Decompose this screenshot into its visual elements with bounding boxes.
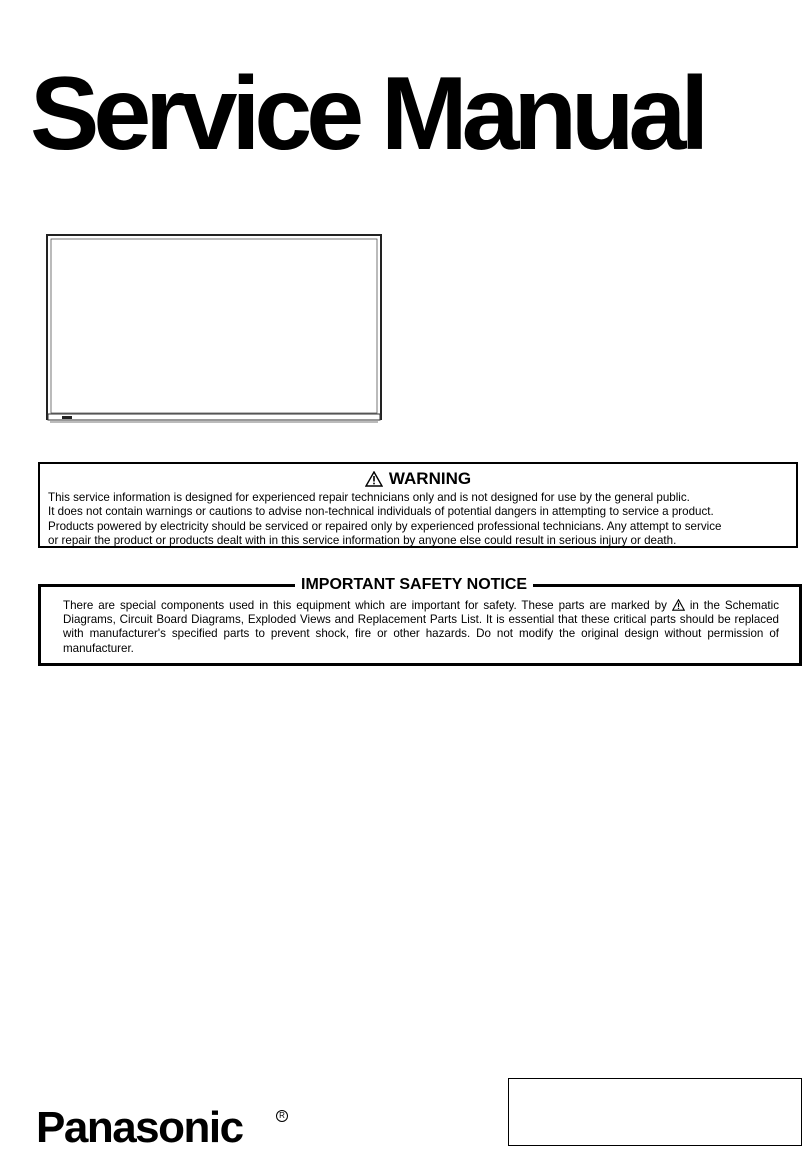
warning-title: WARNING: [388, 469, 472, 488]
warning-text: [48, 491, 792, 548]
panasonic-logo: Panasonic: [36, 1103, 243, 1152]
registered-trademark-icon: R: [276, 1110, 288, 1122]
caution-triangle-icon: [672, 599, 685, 611]
warning-line: Products powered by electricity should be serviced or repaired only by experienced professional technicians. Any attempt to service: [48, 519, 722, 533]
safety-notice-text-part1: There are special components used in this equipment which are important for safety. These parts are marked by: [63, 599, 672, 612]
page-title: Service Manual: [30, 56, 704, 172]
safety-notice-text: [63, 599, 779, 656]
safety-notice-text-part2: in the Schematic Diagrams, Circuit Board Diagrams, Exploded Views and Replacement Parts List. It is essential that these critical parts should be replaced with manufacturer's specified parts to prevent shock, fire or other hazards. Do not modify the original design without permission of manufacturer.: [63, 599, 779, 655]
warning-line: It does not contain warnings or cautions to advise non-technical individuals of potential dangers in attempting to service a product.: [48, 505, 714, 519]
safety-notice-box: [38, 576, 802, 666]
warning-box: [38, 462, 798, 548]
warning-line: This service information is designed for experienced repair technicians only and is not designed for use by the general public.: [48, 491, 690, 504]
tv-illustration: [46, 234, 382, 426]
warning-heading: [40, 469, 796, 489]
warning-triangle-icon: [365, 471, 383, 487]
warning-line: or repair the product or products dealt with in this service information by anyone else could result in serious injury or death.: [48, 533, 677, 547]
safety-notice-heading: IMPORTANT SAFETY NOTICE: [295, 575, 533, 595]
model-number-box: [508, 1078, 802, 1146]
